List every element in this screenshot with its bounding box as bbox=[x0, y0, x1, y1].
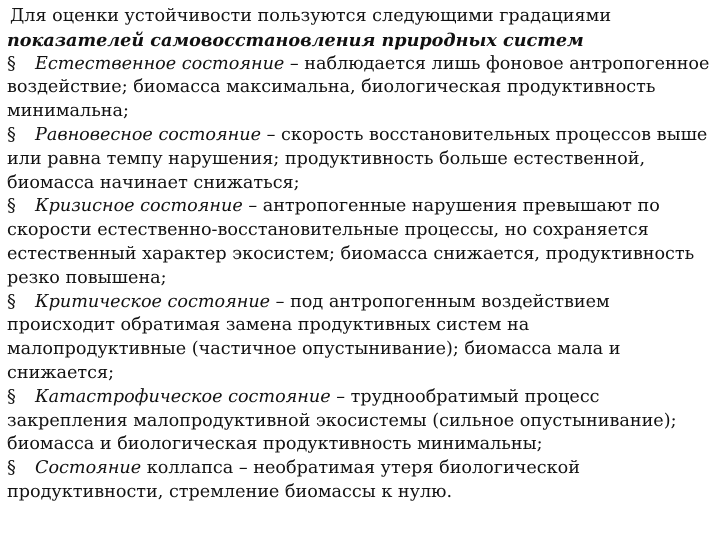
text-block bbox=[7, 5, 713, 505]
section-sign-icon: § bbox=[7, 196, 16, 217]
item-term: Катастрофическое состояние bbox=[35, 386, 331, 407]
item-text: – скорость восстановительных процессов выше или равна темпу нарушения; продуктивность больше естественной, биомасса начинает снижаться; bbox=[7, 124, 708, 193]
section-sign-icon: § bbox=[7, 291, 16, 312]
item-text: коллапса – необратимая утеря биологической продуктивности, стремление биомассы к нулю. bbox=[7, 458, 580, 502]
item-text: – антропогенные нарушения превышают по скорости естественно-восстановительные процессы, но сохраняется естественный характер экосистем; биомасса снижается, продуктивность резко повышена; bbox=[7, 196, 695, 288]
section-heading: показателей самовосстановления природных систем bbox=[7, 29, 584, 51]
item-text: – наблюдается лишь фоновое антропогенное воздействие; биомасса максимальна, биологическая продуктивность минимальна; bbox=[7, 53, 710, 122]
section-sign-icon: § bbox=[7, 53, 16, 74]
list-item-critical bbox=[7, 291, 713, 386]
list-item-collapse bbox=[7, 457, 713, 505]
intro-line: Для оценки устойчивости пользуются следующими градациями bbox=[10, 6, 612, 26]
item-term: Равновесное состояние bbox=[35, 124, 261, 145]
section-sign-icon: § bbox=[7, 458, 16, 479]
item-term: Критическое состояние bbox=[35, 291, 271, 312]
list-item-equilibrium bbox=[7, 124, 713, 195]
list-item-crisis bbox=[7, 195, 713, 290]
list-item-natural bbox=[7, 53, 713, 124]
section-sign-icon: § bbox=[7, 386, 16, 407]
item-term: Состояние bbox=[35, 458, 142, 479]
item-text: – труднообратимый процесс закрепления малопродуктивной экосистемы (сильное опустынивание); биомасса и биологическая продуктивность минимальны; bbox=[7, 386, 677, 455]
item-text: – под антропогенным воздействием происходит обратимая замена продуктивных систем на малопродуктивные (частичное опустынивание); биомасса мала и снижается; bbox=[7, 291, 621, 383]
item-term: Естественное состояние bbox=[35, 53, 285, 74]
list-item-catastrophic bbox=[7, 386, 713, 457]
item-term: Кризисное состояние bbox=[35, 196, 243, 217]
section-sign-icon: § bbox=[7, 124, 16, 145]
